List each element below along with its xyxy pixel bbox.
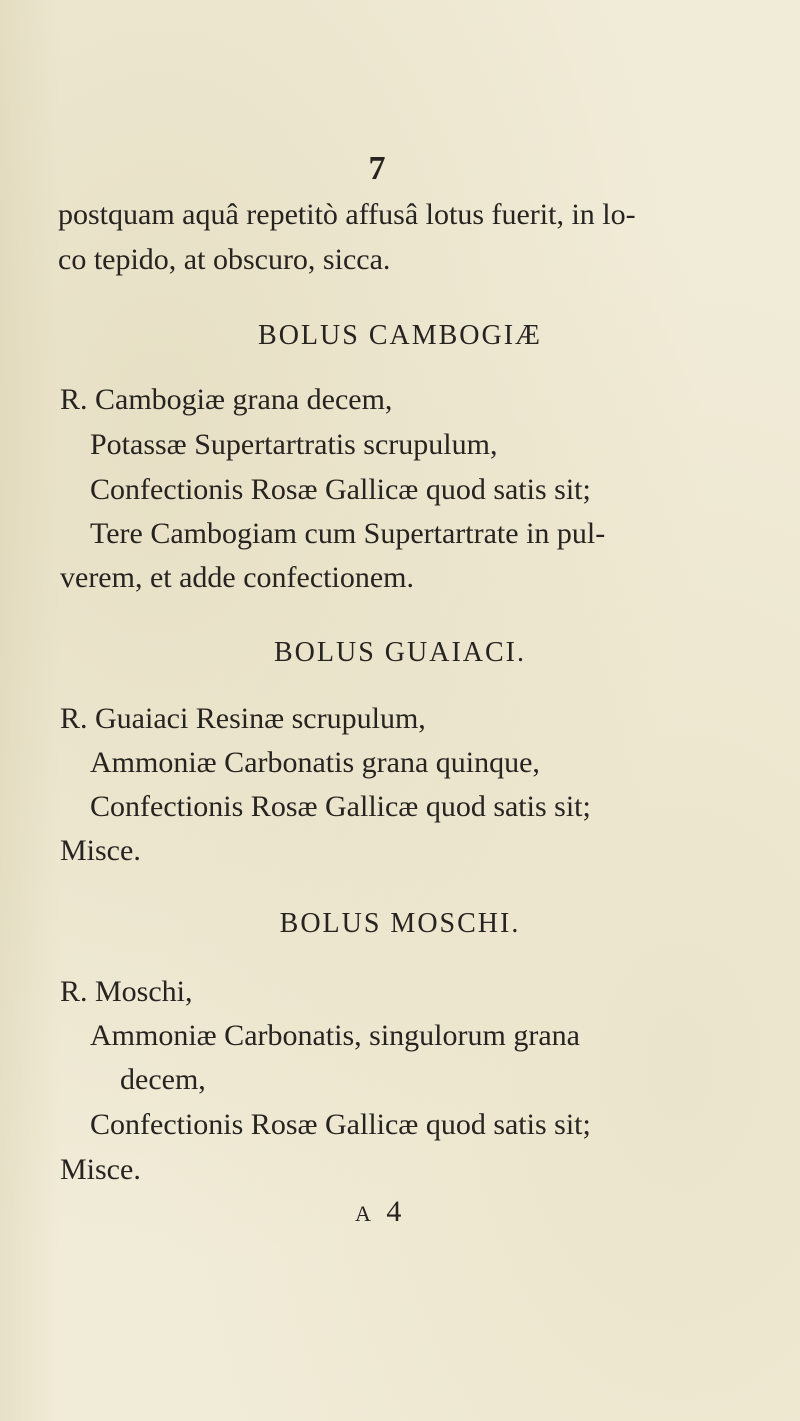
- recipe-line: Confectionis Rosæ Gallicæ quod satis sit;: [90, 473, 591, 506]
- recipe-line: Tere Cambogiam cum Supertartrate in pul-: [90, 517, 606, 550]
- recipe-line: R. Cambogiæ grana decem,: [60, 383, 393, 416]
- recipe-line: R. Moschi,: [60, 975, 193, 1008]
- recipe-line: Ammoniæ Carbonatis grana quinque,: [90, 746, 540, 779]
- recipe-title: BOLUS GUAIACI.: [274, 637, 526, 668]
- recipe-line: Misce.: [60, 834, 141, 867]
- page-number: 7: [368, 150, 386, 187]
- recipe-line: Potassæ Supertartratis scrupulum,: [90, 428, 498, 461]
- recipe-line: Confectionis Rosæ Gallicæ quod satis sit;: [90, 790, 591, 823]
- signature-mark: [355, 1195, 405, 1229]
- paragraph-line: co tepido, at obscuro, sicca.: [58, 243, 391, 276]
- recipe-line: Ammoniæ Carbonatis, singulorum grana: [90, 1019, 580, 1052]
- recipe-line: Confectionis Rosæ Gallicæ quod satis sit;: [90, 1108, 591, 1141]
- recipe-line: Misce.: [60, 1153, 141, 1186]
- signature-number: 4: [386, 1195, 406, 1228]
- recipe-title: BOLUS MOSCHI.: [279, 908, 521, 939]
- recipe-line: decem,: [120, 1063, 206, 1096]
- paragraph-line: postquam aquâ repetitò affusâ lotus fuerit, in lo-: [58, 198, 636, 231]
- signature-letter: A: [355, 1201, 375, 1226]
- recipe-line: verem, et adde confectionem.: [60, 561, 414, 594]
- recipe-line: R. Guaiaci Resinæ scrupulum,: [60, 702, 426, 735]
- recipe-title: BOLUS CAMBOGIÆ: [258, 320, 542, 351]
